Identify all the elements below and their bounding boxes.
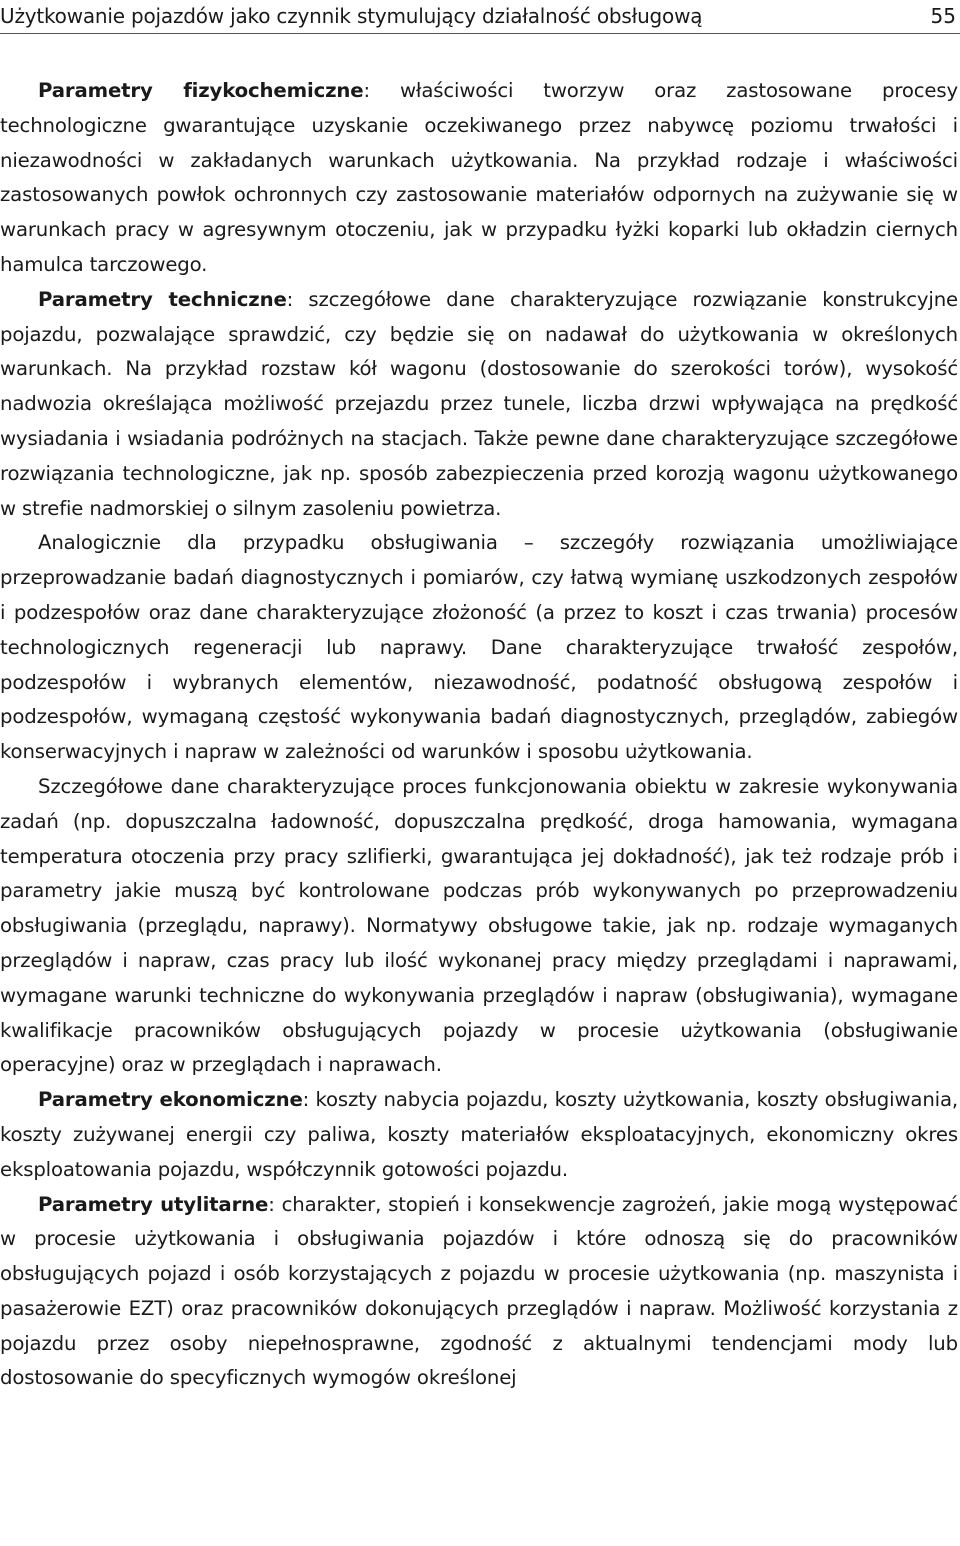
paragraph-operation [0, 770, 958, 1083]
paragraph-maintenance [0, 526, 958, 770]
paragraph-text: Szczegółowe dane charakteryzujące proces funkcjonowania obiektu w zakresie wykonywania zadań (np. dopuszczalna ładowność, dopuszczalna prędkość, droga hamowania, wymagana temperatura otoczenia przy pracy szlifierki, gwarantująca jej dokładność), jak też rodzaje prób i parametry jakie muszą być kontrolowane podczas prób wykonywanych po przeprowadzeniu obsługiwania (przeglądu, naprawy). Normatywy obsługowe takie, jak np. rodzaje wymaganych przeglądów i napraw, czas pracy lub ilość wykonanej pracy między przeglądami i naprawami, wymagane warunki techniczne do wykonywania przeglądów i napraw (obsługiwania), wymagane kwalifikacje pracowników obsługujących pojazdy w procesie użytkowania (obsługiwanie operacyjne) oraz w przeglądach i naprawach. [0, 774, 958, 1077]
page-number: 55 [930, 4, 956, 28]
running-title: Użytkowanie pojazdów jako czynnik stymulujący działalność obsługową [0, 4, 703, 28]
body-text [0, 74, 958, 1396]
paragraph-economic [0, 1083, 958, 1187]
paragraph-text: : charakter, stopień i konsekwencje zagrożeń, jakie mogą występować w procesie użytkowania i obsługiwania pojazdów i które odnoszą się do pracowników obsługujących pojazd i osób korzystających z pojazdu w procesie użytkowania (np. maszynista i pasażerowie EZT) oraz pracowników dokonujących przeglądów i napraw. Możliwość korzystania z pojazdu przez osoby niepełnosprawne, zgodność z aktualnymi tendencjami mody lub dostosowanie do specyficznych wymogów określonej [0, 1192, 959, 1390]
term-technical: Parametry techniczne [38, 287, 287, 311]
term-economic: Parametry ekonomiczne [38, 1088, 303, 1112]
paragraph-utilitarian [0, 1188, 958, 1397]
term-physicochemical: Parametry fizykochemiczne [38, 79, 364, 102]
paragraph-text: : właściwości tworzyw oraz zastosowane procesy technologiczne gwarantujące uzyskanie oczekiwanego przez nabywcę poziomu trwałości i niezawodności w zakładanych warunkach użytkowania. Na przykład rodzaje i właściwości zastosowanych powłok ochronnych czy zastosowanie materiałów odpornych na zużywanie się w warunkach pracy w agresywnym otoczeniu, jak w przypadku łyżki koparki lub okładzin ciernych hamulca tarczowego. [0, 79, 958, 276]
paragraph-text: Analogicznie dla przypadku obsługiwania – szczegóły rozwiązania umożliwiające przeprowadzanie badań diagnostycznych i pomiarów, czy łatwą wymianę uszkodzonych zespołów i podzespołów oraz dane charakteryzujące złożoność (a przez to koszt i czas trwania) procesów technologicznych regeneracji lub naprawy. Dane charakteryzujące trwałość zespołów, podzespołów i wybranych elementów, niezawodność, podatność obsługową zespołów i podzespołów, wymaganą częstość wykonywania badań diagnostycznych, przeglądów, zabiegów konserwacyjnych i napraw w zależności od warunków i sposobu użytkowania. [0, 531, 958, 764]
paragraph-text: : szczegółowe dane charakteryzujące rozwiązanie konstrukcyjne pojazdu, pozwalające sprawdzić, czy będzie się on nadawał do użytkowania w określonych warunkach. Na przykład rozstaw kół wagonu (dostosowanie do szerokości torów), wysokość nadwozia określająca możliwość przejazdu przez tunele, liczba drzwi wpływająca na prędkość wysiadania i wsiadania podróżnych na stacjach. Także pewne dane charakteryzujące szczegółowe rozwiązania technologiczne, jak np. sposób zabezpieczenia przed korozją wagonu użytkowanego w strefie nadmorskiej o silnym zasoleniu powietrza. [0, 287, 958, 520]
page-header [0, 0, 960, 34]
term-utilitarian: Parametry utylitarne [38, 1192, 269, 1216]
paragraph-physicochemical [0, 74, 958, 283]
paragraph-text: : koszty nabycia pojazdu, koszty użytkowania, koszty obsługiwania, koszty zużywanej energii czy paliwa, koszty materiałów eksploatacyjnych, ekonomiczny okres eksploatowania pojazdu, współczynnik gotowości pojazdu. [0, 1088, 958, 1181]
paragraph-technical [0, 283, 958, 527]
